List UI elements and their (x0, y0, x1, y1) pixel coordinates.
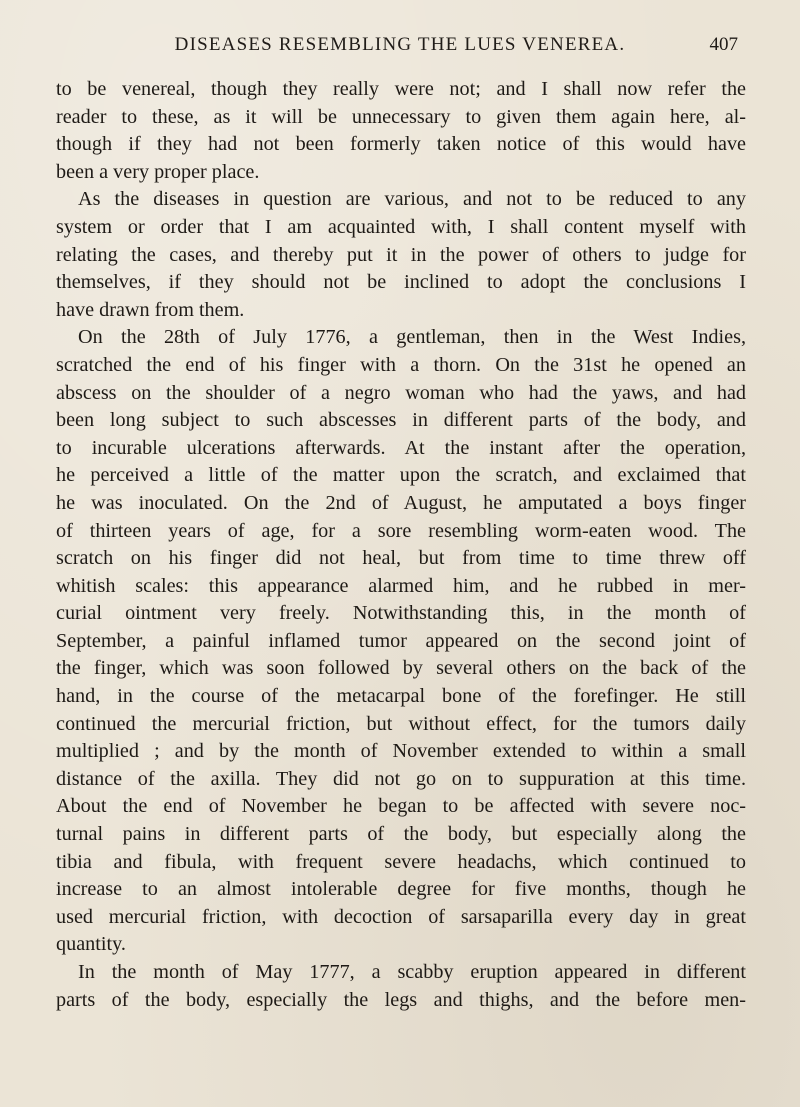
text-line: to be venereal, though they really were not; and I shall now refer the (56, 78, 746, 100)
text-line: whitish scales: this appearance alarmed him, and he rubbed in mer- (56, 574, 746, 597)
paragraph (56, 959, 746, 1014)
text-line: About the end of November he began to be affected with severe noc- (56, 795, 746, 818)
text-line: turnal pains in different parts of the body, but especially along the (56, 823, 746, 846)
text-line: abscess on the shoulder of a negro woman who had the yaws, and had (56, 381, 746, 404)
paragraph (56, 76, 746, 186)
text-line: curial ointment very freely. Notwithstanding this, in the month of (56, 602, 746, 625)
text-line: he perceived a little of the matter upon the scratch, and exclaimed that (56, 464, 746, 487)
text-line: In the month of May 1777, a scabby eruption appeared in different (78, 961, 746, 983)
page-header (0, 34, 800, 60)
text-line: of thirteen years of age, for a sore resembling worm-eaten wood. The (56, 519, 746, 542)
paragraph (56, 186, 746, 324)
text-line: to incurable ulcerations afterwards. At the instant after the operation, (56, 436, 746, 459)
text-line: multiplied ; and by the month of November extended to within a small (56, 740, 746, 763)
text-line: he was inoculated. On the 2nd of August, he amputated a boys finger (56, 491, 746, 514)
text-line: increase to an almost intolerable degree for five months, though he (56, 878, 746, 901)
text-line: have drawn from them. (56, 298, 245, 321)
text-line: the finger, which was soon followed by several others on the back of the (56, 657, 746, 680)
text-line: quantity. (56, 933, 126, 956)
text-line: continued the mercurial friction, but without effect, for the tumors daily (56, 712, 746, 735)
paragraph (56, 324, 746, 959)
text-line: hand, in the course of the metacarpal bone of the forefinger. He still (56, 685, 746, 708)
text-line: parts of the body, especially the legs and thighs, and the before men- (56, 988, 746, 1011)
page-number: 407 (709, 34, 738, 55)
text-line: though if they had not been formerly taken notice of this would have (56, 133, 746, 156)
text-line: been a very proper place. (56, 160, 260, 183)
text-line: scratch on his finger did not heal, but from time to time threw off (56, 547, 746, 570)
text-line: reader to these, as it will be unnecessary to given them again here, al- (56, 105, 746, 128)
running-head: DISEASES RESEMBLING THE LUES VENEREA. (174, 34, 626, 55)
text-line: themselves, if they should not be inclined to adopt the conclusions I (56, 271, 746, 294)
text-line: relating the cases, and thereby put it in the power of others to judge for (56, 243, 746, 266)
body-text (56, 76, 746, 1014)
text-line: distance of the axilla. They did not go on to suppuration at this time. (56, 767, 746, 790)
text-line: As the diseases in question are various, and not to be reduced to any (78, 188, 746, 211)
text-line: been long subject to such abscesses in different parts of the body, and (56, 409, 746, 432)
text-line: September, a painful inflamed tumor appeared on the second joint of (56, 629, 746, 652)
text-line: tibia and fibula, with frequent severe headachs, which continued to (56, 850, 746, 873)
text-line: On the 28th of July 1776, a gentleman, then in the West Indies, (78, 326, 746, 349)
text-line: system or order that I am acquainted with, I shall content myself with (56, 215, 746, 238)
text-line: used mercurial friction, with decoction of sarsaparilla every day in great (56, 905, 746, 928)
text-line: scratched the end of his finger with a thorn. On the 31st he opened an (56, 353, 746, 376)
